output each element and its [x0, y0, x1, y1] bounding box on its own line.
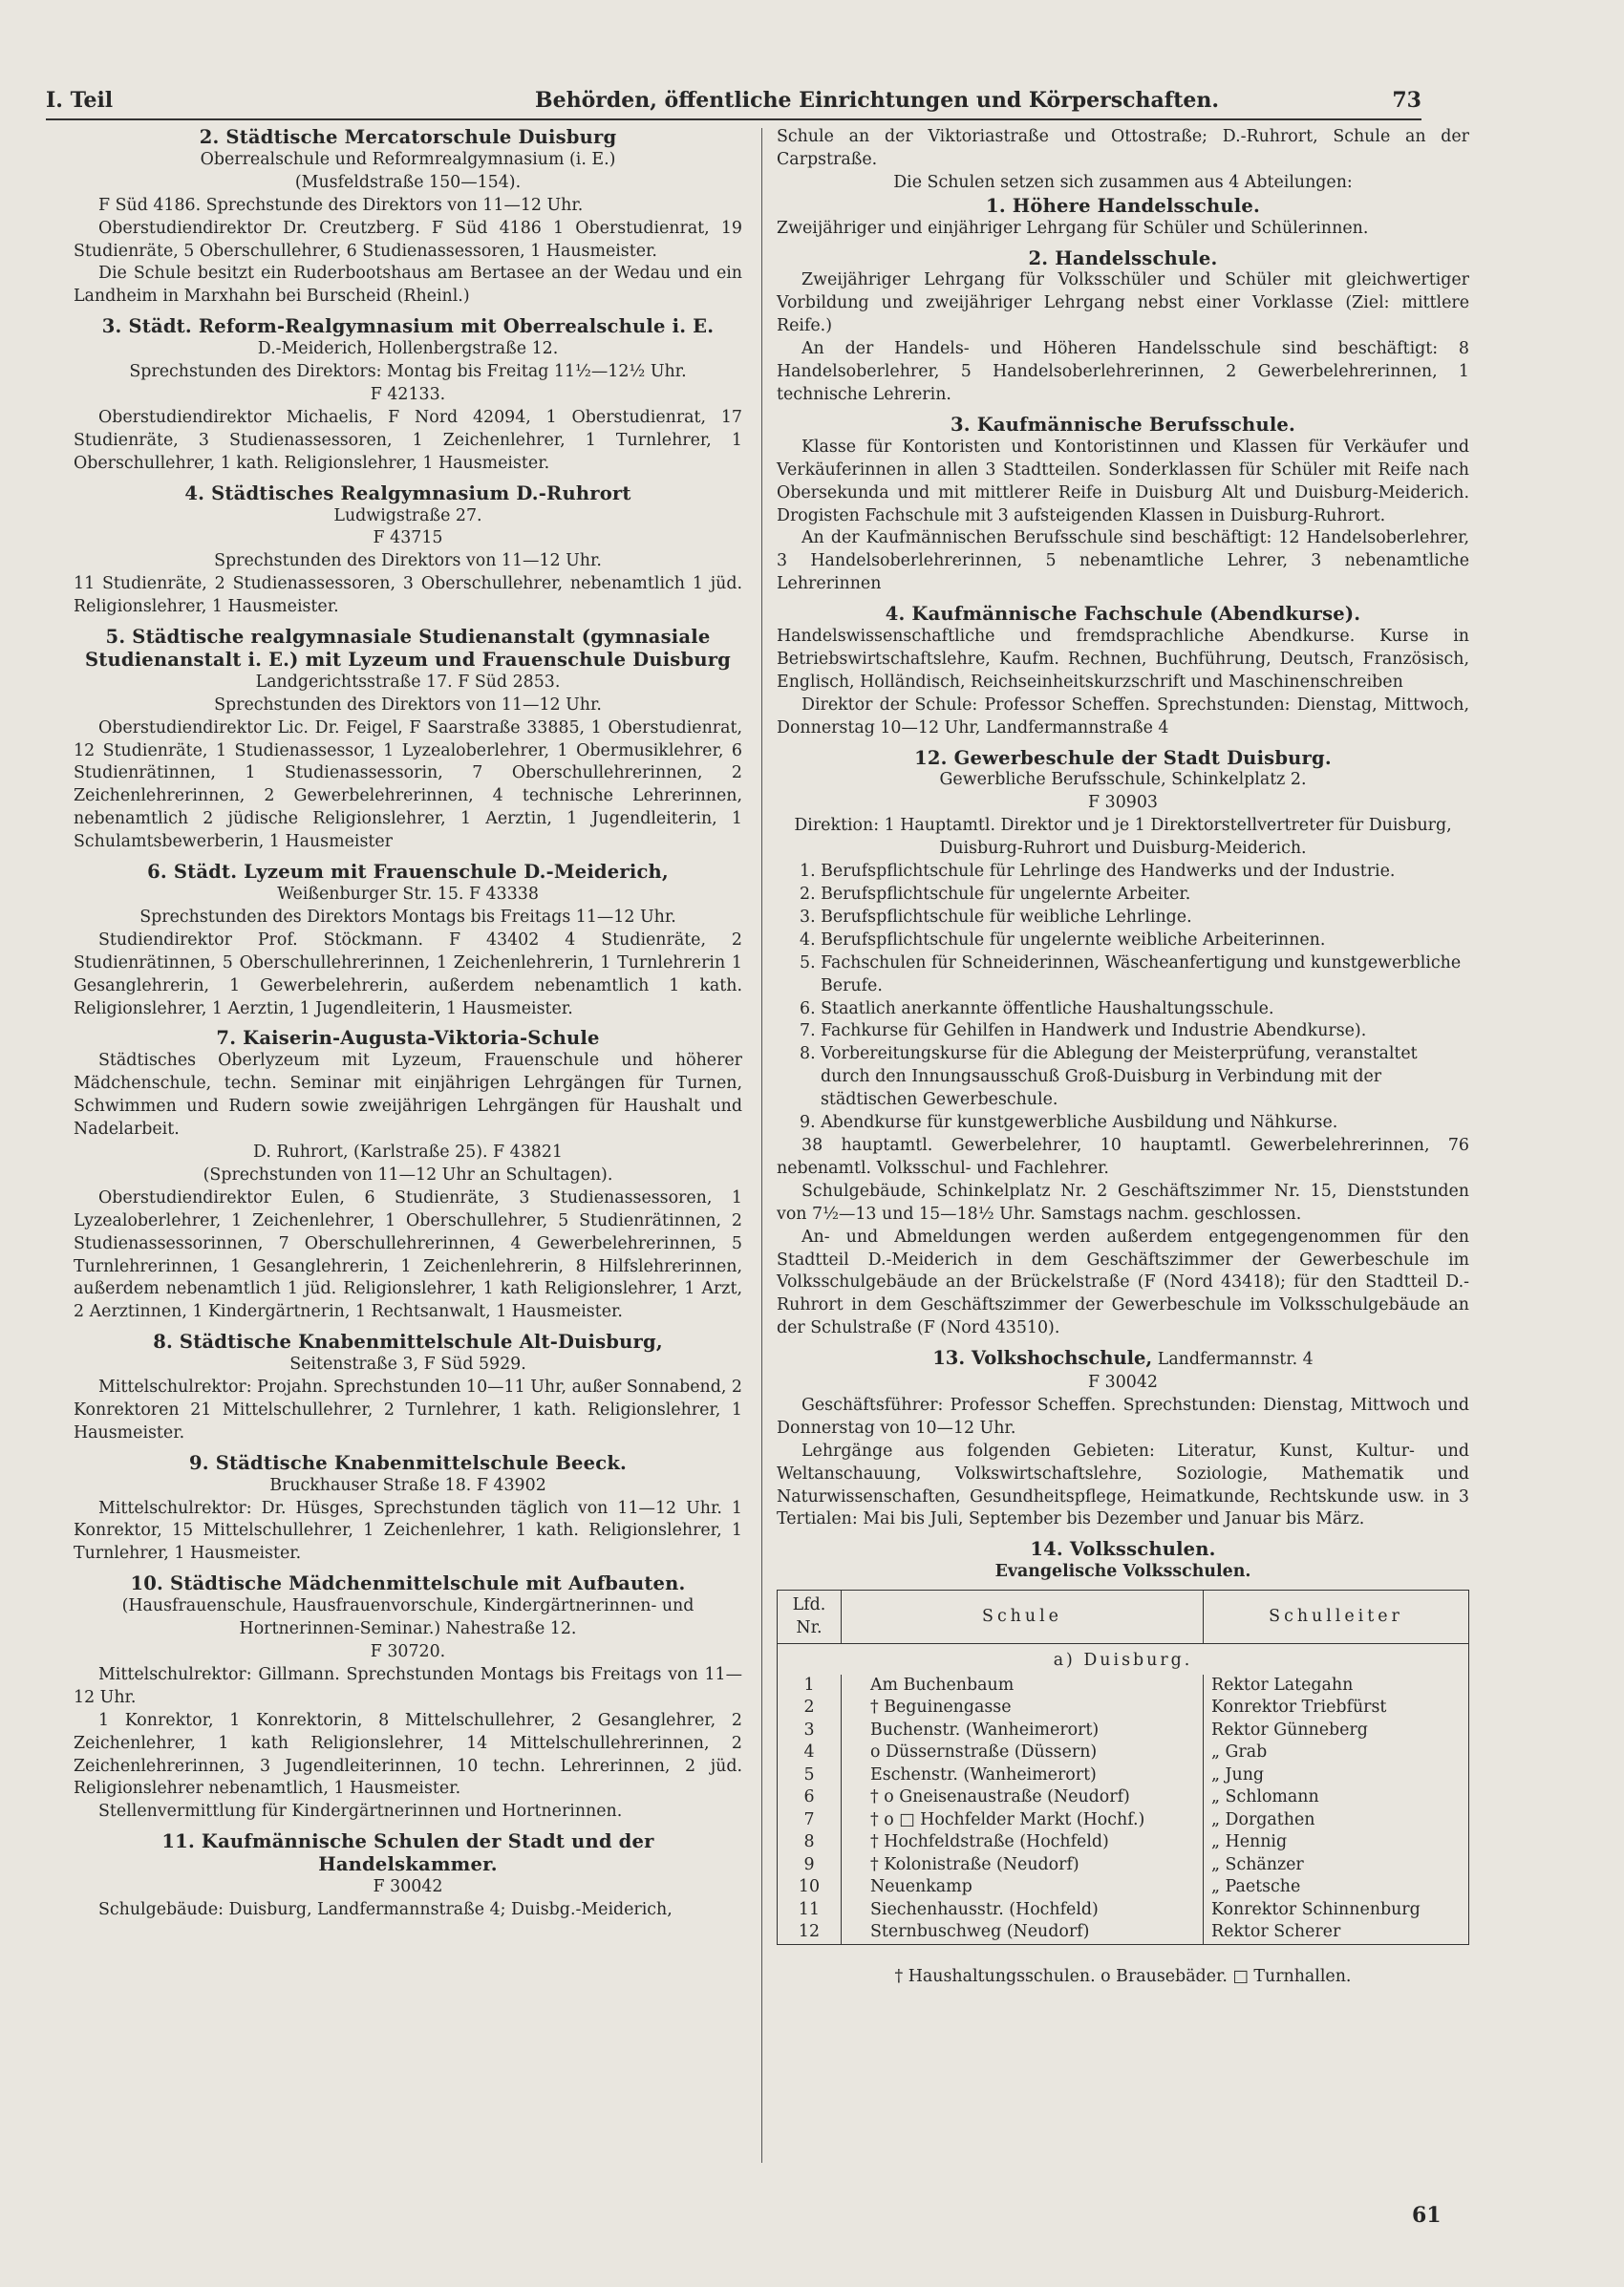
section-11	[74, 1830, 742, 1922]
page-number: 73	[1392, 88, 1421, 113]
school-name: † Kolonistraße (Neudorf)	[842, 1854, 1204, 1877]
section-heading: 14. Volksschulen.	[1030, 1538, 1216, 1561]
section-body: Oberstudiendirektor Michaelis, F Nord 42094, 1 Oberstudienrat, 17 Studienräte, 3 Studienassessoren, 1 Zeichenlehrer, 1 Turnlehrer, 1 Oberschullehrer, 1 kath. Religionslehrer, 1 Hausmeister.	[74, 407, 742, 473]
section-line: Sprechstunden des Direktors von 11—12 Uhr.	[214, 695, 602, 715]
section-line: Oberrealschule und Reformrealgymnasium (i. E.)	[200, 149, 616, 169]
row-number: 12	[778, 1921, 842, 1944]
part-body: Zweijähriger und einjähriger Lehrgang für Schüler und Schülerinnen.	[777, 218, 1369, 238]
part-4	[777, 603, 1469, 739]
school-name: o Düssernstraße (Düssern)	[842, 1742, 1204, 1764]
section-line: D. Ruhrort, (Karlstraße 25). F 43821	[253, 1142, 563, 1162]
section-9	[74, 1452, 742, 1567]
section-body: Studiendirektor Prof. Stöckmann. F 43402 4 Studienräte, 2 Studienrätinnen, 5 Oberschullehrerinnen, 1 Zeichenlehrerin, 1 Turnlehrerin 1 Gesanglehrerin, 1 Gewerbelehrerin, außerdem nebenamtlich 1 kath. Religionslehrer, 1 Aerztin, 1 Jugendleiterin, 1 Hausmeister.	[74, 930, 742, 1018]
part-body: An der Kaufmännischen Berufsschule sind beschäftigt: 12 Handelsoberlehrer, 3 Handelsoberlehrerinnen, 5 nebenamtliche Lehrer, 3 nebenamtliche Lehrerinnen	[777, 528, 1469, 594]
section-line: (Sprechstunden von 11—12 Uhr an Schultagen).	[203, 1165, 613, 1185]
section-heading: 2. Städtische Mercatorschule Duisburg	[199, 126, 617, 148]
table-row	[778, 1675, 1469, 1698]
section-line: F 43715	[373, 528, 443, 548]
part-heading: 1. Höhere Handelsschule.	[986, 194, 1260, 217]
row-number: 7	[778, 1809, 842, 1832]
list-item: 5. Fachschulen für Schneiderinnen, Wäscheanfertigung und kunstgewerbliche Berufe.	[800, 952, 1462, 995]
section-body: Städtisches Oberlyzeum mit Lyzeum, Frauenschule und höherer Mädchenschule, techn. Seminar mit einjährigen Lehrgängen für Turnen, Schwimmen und Rudern sowie zweijährigen Lehrgängen für Haushalt und Nadelarbeit.	[74, 1051, 742, 1140]
table-row	[778, 1921, 1469, 1944]
school-name: † o □ Hochfelder Markt (Hochf.)	[842, 1809, 1204, 1832]
section-heading: 13. Volkshochschule,	[932, 1347, 1153, 1370]
list-item: 4. Berufspflichtschule für ungelernte weibliche Arbeiterinnen.	[800, 930, 1326, 950]
row-number: 2	[778, 1697, 842, 1720]
school-head: Rektor Günneberg	[1204, 1720, 1469, 1742]
section-2	[74, 126, 742, 309]
table-header	[778, 1591, 1469, 1644]
part-body: Direktor der Schule: Professor Scheffen. Sprechstunden: Dienstag, Mittwoch, Donnerstag 10—12 Uhr, Landfermannstraße 4	[777, 695, 1469, 737]
section-body: Oberstudiendirektor Eulen, 6 Studienräte, 3 Studienassessoren, 1 Lyzealoberlehrer, 1 Zeichenlehrer, 1 Oberschullehrer, 5 Studienrätinnen, 2 Studienassessorinnen, 7 Oberschullehrerinnen, 4 Gewerbelehrerinnen, 5 Turnlehrerinnen, 1 Gesanglehrerin, 1 Zeichenlehrerin, 8 Hilfslehrerinnen, außerdem nebenamtlich 1 jüd. Religionslehrer, 1 kath Religionslehrer, 1 Arzt, 2 Aerztinnen, 1 Kindergärtnerin, 1 Rechtsanwalt, 1 Hausmeister.	[74, 1187, 742, 1322]
section-heading-line	[777, 1347, 1469, 1372]
section-body: Mittelschulrektor: Projahn. Sprechstunden 10—11 Uhr, außer Sonnabend, 2 Konrektoren 21 Mittelschullehrer, 2 Turnlehrer, 1 kath. Religionslehrer, 1 Hausmeister.	[74, 1378, 742, 1443]
section-4	[74, 482, 742, 619]
table-row	[778, 1720, 1469, 1742]
section-line: Gewerbliche Berufsschule, Schinkelplatz 2.	[939, 770, 1307, 790]
group-label: a) Duisburg.	[778, 1644, 1469, 1675]
section-7	[74, 1027, 742, 1324]
section-line: Sprechstunden des Direktors: Montag bis Freitag 11½—12½ Uhr.	[129, 362, 687, 382]
section-13	[777, 1347, 1469, 1531]
school-name: Eschenstr. (Wanheimerort)	[842, 1764, 1204, 1787]
list-item: 8. Vorbereitungskurse für die Ablegung der Meisterprüfung, veranstaltet durch den Innungsausschuß Groß-Duisburg in Verbindung mit der städtischen Gewerbeschule.	[800, 1044, 1418, 1110]
list-item: 6. Staatlich anerkannte öffentliche Haushaltungsschule.	[800, 998, 1274, 1018]
school-head: „ Paetsche	[1204, 1876, 1469, 1899]
section-body: Schulgebäude, Schinkelplatz Nr. 2 Geschäftszimmer Nr. 15, Dienststunden von 7½—13 und 15—18½ Uhr. Samstags nachm. geschlossen.	[777, 1181, 1469, 1224]
section-heading: 6. Städt. Lyzeum mit Frauenschule D.-Meiderich,	[147, 861, 669, 884]
section-heading: 9. Städtische Knabenmittelschule Beeck.	[188, 1451, 628, 1474]
part-body: Klasse für Kontoristen und Kontoristinnen und Klassen für Verkäufer und Verkäuferinnen in allen 3 Stadtteilen. Sonderklassen für Schüler mit Reife nach Obersekunda und mit mittlerer Reife in Duisburg Alt und Duisburg-Meiderich. Drogisten Fachschule mit 3 aufsteigenden Klassen in Duisburg-Ruhrort.	[777, 437, 1469, 525]
school-head: „ Schänzer	[1204, 1854, 1469, 1877]
right-column	[777, 126, 1469, 1996]
part-3	[777, 414, 1469, 596]
school-name: Sternbuschweg (Neudorf)	[842, 1921, 1204, 1944]
section-line: Bruckhauser Straße 18. F 43902	[269, 1475, 546, 1495]
section-body: Lehrgänge aus folgenden Gebieten: Literatur, Kunst, Kultur- und Weltanschauung, Volkswirtschaftslehre, Soziologie, Mathematik und Naturwissenschaften, Gesundheitspflege, Heimatkunde, Rechtskunde usw. in 3 Tertialen: Mai bis Juli, September bis Dezember und Januar bis März.	[777, 1441, 1469, 1529]
row-number: 10	[778, 1876, 842, 1899]
section-heading: 11. Kaufmännische Schulen der Stadt und der Handelskammer.	[161, 1830, 654, 1876]
section-body: Oberstudiendirektor Lic. Dr. Feigel, F Saarstraße 33885, 1 Oberstudienrat, 12 Studienräte, 1 Studienassessor, 1 Lyzealoberlehrer, 1 Obermusiklehrer, 6 Studienrätinnen, 1 Studienassessorin, 7 Oberschullehrerinnen, 2 Zeichenlehrerinnen, 2 Gewerbelehrerinnen, 4 technische Lehrerinnen, nebenamtlich 2 jüdische Religionslehrer, 1 Aerztin, 1 Jugendleiterin, 1 Schulamtsbewerberin, 1 Hausmeister	[74, 717, 742, 852]
section-line: F 30042	[373, 1877, 443, 1897]
school-head: Rektor Scherer	[1204, 1921, 1469, 1944]
continued-text: Schule an der Viktoriastraße und Ottostraße; D.-Ruhrort, Schule an der Carpstraße.	[777, 127, 1469, 169]
column-divider	[761, 128, 762, 2163]
section-10	[74, 1572, 742, 1824]
section-5	[74, 626, 742, 854]
section-8	[74, 1331, 742, 1445]
sheet-number: 61	[1412, 2203, 1442, 2228]
part-body: Zweijähriger Lehrgang für Volksschüler und Schüler mit gleichwertiger Vorbildung und zweijähriger Lehrgang nebst einer Vorklasse (Ziel: mittlere Reife.)	[777, 270, 1469, 336]
section-line: Sprechstunden des Direktors von 11—12 Uhr.	[214, 551, 602, 571]
table-row	[778, 1809, 1469, 1832]
section-heading: 4. Städtisches Realgymnasium D.-Ruhrort	[184, 481, 631, 504]
section-subheading: Evangelische Volksschulen.	[994, 1562, 1251, 1582]
section-body: Oberstudiendirektor Dr. Creutzberg. F Süd 4186 1 Oberstudienrat, 19 Studienräte, 5 Oberschullehrer, 6 Studienassessoren, 1 Hausmeister.	[74, 218, 742, 261]
row-number: 11	[778, 1899, 842, 1922]
school-head: Konrektor Triebfürst	[1204, 1697, 1469, 1720]
section-line: (Hausfrauenschule, Hausfrauenvorschule, Kindergärtnerinnen- und Hortnerinnen-Seminar.) Nahestraße 12.	[121, 1596, 694, 1639]
section-line: Weißenburger Str. 15. F 43338	[277, 885, 539, 904]
school-head: Rektor Lategahn	[1204, 1675, 1469, 1698]
list-item: 3. Berufspflichtschule für weibliche Lehrlinge.	[800, 907, 1192, 927]
school-name: † Hochfeldstraße (Hochfeld)	[842, 1831, 1204, 1854]
part-1	[777, 195, 1469, 241]
row-number: 5	[778, 1764, 842, 1787]
section-3	[74, 315, 742, 475]
table-row	[778, 1876, 1469, 1899]
table-row	[778, 1697, 1469, 1720]
table-row	[778, 1831, 1469, 1854]
part-body: Handelswissenschaftliche und fremdsprachliche Abendkurse. Kurse in Betriebswirtschaftslehre, Kaufm. Rechnen, Buchführung, Deutsch, Französisch, Englisch, Holländisch, Reichseinheitskurzschrift und Maschinenschreiben	[777, 627, 1469, 692]
section-heading: 5. Städtische realgymnasiale Studienanstalt (gymnasiale Studienanstalt i. E.) mit Lyzeum und Frauenschule Duisburg	[85, 626, 731, 671]
part-heading: 4. Kaufmännische Fachschule (Abendkurse).	[885, 603, 1361, 626]
section-line: F Süd 4186. Sprechstunde des Direktors von 11—12 Uhr.	[98, 195, 584, 215]
row-number: 6	[778, 1786, 842, 1809]
section-heading: 10. Städtische Mädchenmittelschule mit Aufbauten.	[130, 1572, 686, 1595]
part-label: I. Teil	[46, 88, 114, 113]
section-body: Stellenvermittlung für Kindergärtnerinnen und Hortnerinnen.	[98, 1802, 623, 1822]
course-list	[777, 861, 1469, 1135]
school-head: „ Jung	[1204, 1764, 1469, 1787]
section-body: 1 Konrektor, 1 Konrektorin, 8 Mittelschullehrer, 2 Gesanglehrer, 2 Zeichenlehrer, 1 kath Religionslehrer, 14 Mittelschullehrerinnen, 2 Zeichenlehrerinnen, 3 Jugendleiterinnen, 10 techn. Lehrerinnen, 2 jüd. Religionslehrer nebenamtlich, 1 Hausmeister.	[74, 1710, 742, 1799]
list-item: 9. Abendkurse für kunstgewerbliche Ausbildung und Nähkurse.	[800, 1113, 1338, 1133]
running-head	[46, 86, 1421, 120]
table-row	[778, 1899, 1469, 1922]
col-head: Schulleiter	[1204, 1591, 1469, 1644]
list-item: 2. Berufspflichtschule für ungelernte Arbeiter.	[800, 885, 1191, 904]
section-body: Die Schule besitzt ein Ruderbootshaus am Bertasee an der Wedau und ein Landheim in Marxhahn bei Burscheid (Rheinl.)	[74, 264, 742, 307]
direction-text: Direktion: 1 Hauptamtl. Direktor und je 1 Direktorstellvertreter für Duisburg, Duisburg-Ruhrort und Duisburg-Meiderich.	[794, 816, 1452, 859]
section-body: Schulgebäude: Duisburg, Landfermannstraße 4; Duisbg.-Meiderich,	[98, 1899, 673, 1919]
section-body: Geschäftsführer: Professor Scheffen. Sprechstunden: Dienstag, Mittwoch und Donnerstag von 10—12 Uhr.	[777, 1395, 1469, 1438]
list-item: 1. Berufspflichtschule für Lehrlinge des Handwerks und der Industrie.	[800, 862, 1396, 882]
part-2	[777, 247, 1469, 407]
section-address: Landfermannstr. 4	[1157, 1350, 1314, 1370]
row-number: 9	[778, 1854, 842, 1877]
part-heading: 2. Handelsschule.	[1028, 246, 1218, 269]
row-number: 3	[778, 1720, 842, 1742]
section-heading: 8. Städtische Knabenmittelschule Alt-Duisburg,	[153, 1331, 663, 1354]
section-line: F 30042	[1088, 1373, 1158, 1393]
section-heading: 7. Kaiserin-Augusta-Viktoria-Schule	[216, 1027, 600, 1050]
section-line: F 30903	[1088, 793, 1158, 813]
section-line: Landgerichtsstraße 17. F Süd 2853.	[255, 672, 561, 692]
school-name: Neuenkamp	[842, 1876, 1204, 1899]
school-head: „ Schlomann	[1204, 1786, 1469, 1809]
col-school: Schule	[842, 1591, 1204, 1644]
col-nr: Lfd. Nr.	[778, 1591, 842, 1644]
section-body: Mittelschulrektor: Dr. Hüsges, Sprechstunden täglich von 11—12 Uhr. 1 Konrektor, 15 Mittelschullehrer, 1 Zeichenlehrer, 1 kath. Religionslehrer, 1 Turnlehrer, 1 Hausmeister.	[74, 1498, 742, 1564]
part-body: An der Handels- und Höheren Handelsschule sind beschäftigt: 8 Handelsoberlehrer, 5 Handelsoberlehrerinnen, 2 Gewerbelehrerinnen, 1 technische Lehrerin.	[777, 339, 1469, 404]
row-number: 1	[778, 1675, 842, 1698]
school-table	[777, 1590, 1469, 1945]
table-legend: † Haushaltungsschulen. o Brausebäder. □ Turnhallen.	[894, 1966, 1352, 1986]
school-head: „ Dorgathen	[1204, 1809, 1469, 1832]
section-line: Sprechstunden des Direktors Montags bis Freitags 11—12 Uhr.	[139, 907, 676, 927]
school-name: † Beguinengasse	[842, 1697, 1204, 1720]
section-line: Ludwigstraße 27.	[333, 505, 482, 525]
school-name: Am Buchenbaum	[842, 1675, 1204, 1698]
intro-text: Die Schulen setzen sich zusammen aus 4 Abteilungen:	[893, 172, 1353, 192]
section-line: F 42133.	[370, 384, 446, 404]
section-12	[777, 747, 1469, 1341]
section-line: (Musfeldstraße 150—154).	[294, 172, 522, 192]
school-head: „ Hennig	[1204, 1831, 1469, 1854]
section-6	[74, 861, 742, 1020]
section-body: Mittelschulrektor: Gillmann. Sprechstunden Montags bis Freitags von 11—12 Uhr.	[74, 1664, 742, 1707]
row-number: 8	[778, 1831, 842, 1854]
school-name: Buchenstr. (Wanheimerort)	[842, 1720, 1204, 1742]
school-name: † o Gneisenaustraße (Neudorf)	[842, 1786, 1204, 1809]
part-heading: 3. Kaufmännische Berufsschule.	[950, 413, 1296, 436]
school-head: Konrektor Schinnenburg	[1204, 1899, 1469, 1922]
section-heading: 3. Städt. Reform-Realgymnasium mit Oberrealschule i. E.	[101, 315, 715, 338]
section-14	[777, 1538, 1469, 1988]
section-heading: 12. Gewerbeschule der Stadt Duisburg.	[914, 746, 1332, 769]
table-group	[778, 1644, 1469, 1675]
table-row	[778, 1854, 1469, 1877]
section-line: Seitenstraße 3, F Süd 5929.	[289, 1355, 526, 1375]
section-line: D.-Meiderich, Hollenbergstraße 12.	[257, 339, 559, 359]
page-title: Behörden, öffentliche Einrichtungen und Körperschaften.	[535, 88, 1220, 113]
section-body: 11 Studienräte, 2 Studienassessoren, 3 Oberschullehrer, nebenamtlich 1 jüd. Religionslehrer, 1 Hausmeister.	[74, 574, 742, 617]
section-body: An- und Abmeldungen werden außerdem entgegengenommen für den Stadtteil D.-Meiderich in dem Geschäftszimmer der Gewerbeschule im Volksschulgebäude an der Brückelstraße (F (Nord 43418); für den Stadtteil D.-Ruhrort in dem Geschäftszimmer der Gewerbeschule im Volksschulgebäude an der Schulstraße (F (Nord 43510).	[777, 1227, 1469, 1338]
section-body: 38 hauptamtl. Gewerbelehrer, 10 hauptamtl. Gewerbelehrerinnen, 76 nebenamtl. Volksschul- und Fachlehrer.	[777, 1135, 1469, 1178]
left-column	[74, 126, 742, 1929]
section-line: F 30720.	[370, 1642, 446, 1661]
school-name: Siechenhausstr. (Hochfeld)	[842, 1899, 1204, 1922]
table-row	[778, 1764, 1469, 1787]
table-row	[778, 1742, 1469, 1764]
row-number: 4	[778, 1742, 842, 1764]
school-head: „ Grab	[1204, 1742, 1469, 1764]
table-row	[778, 1786, 1469, 1809]
list-item: 7. Fachkurse für Gehilfen in Handwerk und Industrie Abendkurse).	[800, 1021, 1367, 1041]
